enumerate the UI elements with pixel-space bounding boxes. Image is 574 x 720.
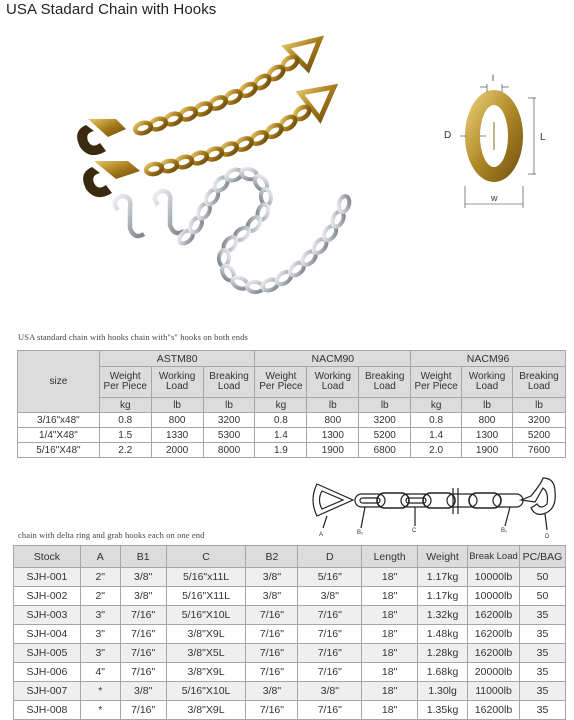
table-cell: 4" [80, 663, 120, 682]
column-header [203, 367, 255, 398]
size-cell: 1/4"X48" [18, 428, 100, 443]
table-cell: 18" [362, 625, 418, 644]
table-row [14, 663, 566, 682]
stock-cell: SJH-008 [14, 701, 81, 720]
diagram-label-b1-left: B₁ [357, 530, 364, 536]
table1-caption: USA standard chain with hooks chain with"s" hooks on both ends [18, 332, 248, 342]
column-header-line1: Working [314, 371, 352, 382]
table-cell: 1.4 [255, 428, 307, 443]
table-cell: 5/16"x11L [166, 568, 246, 587]
column-header: Stock [14, 546, 81, 568]
table-cell: 18" [362, 587, 418, 606]
table-cell: 3200 [359, 413, 411, 428]
table-cell: 1.68kg [418, 663, 468, 682]
table-cell: 5200 [512, 428, 565, 443]
table-cell: 3/8"X9L [166, 625, 246, 644]
diagram-label-b1-right: B₁ [501, 528, 508, 534]
stock-cell: SJH-007 [14, 682, 81, 701]
column-header-line2: Load [475, 381, 499, 392]
table-cell: 0.8 [411, 413, 462, 428]
table-cell: 20000lb [468, 663, 520, 682]
table-cell: 6800 [359, 443, 411, 458]
table-cell: 7/16" [246, 625, 298, 644]
column-header-line1: Breaking [364, 371, 405, 382]
table-cell: 7/16" [246, 663, 298, 682]
column-header-line1: Weight [265, 371, 297, 382]
table-cell: 2" [80, 587, 120, 606]
table-cell: 7/16" [120, 606, 166, 625]
unit-header: lb [151, 398, 203, 413]
table-cell: 3/8" [246, 587, 298, 606]
column-header: A [80, 546, 120, 568]
table2-caption: chain with delta ring and grab hooks each on one end [18, 530, 205, 540]
table-cell: 3" [80, 625, 120, 644]
column-header-line1: Working [468, 371, 506, 382]
table-cell: 3200 [512, 413, 565, 428]
column-header [307, 367, 359, 398]
table-cell: 18" [362, 682, 418, 701]
table-cell: 2000 [151, 443, 203, 458]
length-label: L [540, 132, 546, 143]
table-cell: 1300 [307, 428, 359, 443]
unit-header: lb [203, 398, 255, 413]
table-cell: 35 [519, 606, 565, 625]
column-header-line1: Breaking [519, 371, 559, 382]
table-row [14, 644, 566, 663]
stock-cell: SJH-006 [14, 663, 81, 682]
table-cell: 3/8" [298, 682, 362, 701]
table-cell: 7600 [512, 443, 565, 458]
table-cell: 18" [362, 644, 418, 663]
table-cell: 11000lb [468, 682, 520, 701]
table-cell: 7/16" [120, 625, 166, 644]
table-cell: 18" [362, 701, 418, 720]
table-cell: 1.4 [411, 428, 462, 443]
column-header: D [298, 546, 362, 568]
column-header-line2: Load [165, 381, 189, 392]
column-header-line1: Breaking [209, 371, 249, 382]
table-cell: 18" [362, 606, 418, 625]
table-row [14, 568, 566, 587]
table-cell: 800 [307, 413, 359, 428]
stock-cell: SJH-004 [14, 625, 81, 644]
group-header: NACM96 [411, 351, 566, 367]
stock-cell: SJH-002 [14, 587, 81, 606]
table-cell: 1300 [462, 428, 513, 443]
unit-header: lb [359, 398, 411, 413]
table-cell: 3/8" [246, 682, 298, 701]
table-cell: 3/8"X5L [166, 644, 246, 663]
table-cell: 1900 [307, 443, 359, 458]
chain-assembly-diagram [305, 470, 563, 542]
table-cell: 5/16"X11L [166, 587, 246, 606]
grab-hook-chain-table [13, 545, 566, 720]
table-cell: 3/8"X9L [166, 663, 246, 682]
table-cell: 1.17kg [418, 568, 468, 587]
table-cell: 7/16" [120, 644, 166, 663]
table-cell: 1.48kg [418, 625, 468, 644]
table-cell: 7/16" [120, 701, 166, 720]
column-header [151, 367, 203, 398]
column-header [411, 367, 462, 398]
column-header: B1 [120, 546, 166, 568]
table-cell: 16200lb [468, 701, 520, 720]
column-header-line2: Load [373, 381, 396, 392]
column-header: Weight [418, 546, 468, 568]
table-cell: 50 [519, 568, 565, 587]
table-row [14, 625, 566, 644]
page-title: USA Stadard Chain with Hooks [6, 1, 217, 18]
unit-header: lb [307, 398, 359, 413]
column-header-line2: Per Piece [414, 381, 458, 392]
size-header: size [18, 351, 100, 413]
table-cell: 0.8 [99, 413, 151, 428]
diameter-label: D [444, 130, 452, 141]
column-header: Break Load [468, 546, 520, 568]
column-header [255, 367, 307, 398]
table-row [14, 701, 566, 720]
table-cell: 3/8" [246, 568, 298, 587]
size-cell: 3/16"x48" [18, 413, 100, 428]
oval-link-diagram [444, 70, 564, 212]
column-header-line2: Per Piece [259, 381, 303, 392]
table-cell: 7/16" [298, 701, 362, 720]
column-header-line1: Weight [109, 371, 141, 382]
table-cell: 5/16" [298, 568, 362, 587]
chains-with-hooks-photo [58, 25, 368, 310]
table-row [14, 587, 566, 606]
table-cell: 16200lb [468, 606, 520, 625]
table-cell: 1.28kg [418, 644, 468, 663]
table-cell: 5/16"X10L [166, 682, 246, 701]
column-header: PC/BAG [519, 546, 565, 568]
table-cell: 3/8" [298, 587, 362, 606]
table-cell: 35 [519, 625, 565, 644]
table-cell: 7/16" [246, 644, 298, 663]
unit-header: kg [99, 398, 151, 413]
column-header-line2: Load [217, 381, 241, 392]
table-cell: 3" [80, 644, 120, 663]
column-header-line1: Working [158, 371, 196, 382]
unit-header: kg [411, 398, 462, 413]
table-cell: 1.35kg [418, 701, 468, 720]
table-cell: 800 [462, 413, 513, 428]
diagram-label-a: A [319, 532, 324, 538]
table-cell: * [80, 682, 120, 701]
table-row [18, 443, 566, 458]
column-header-line2: Load [321, 381, 344, 392]
table-cell: 1.9 [255, 443, 307, 458]
table-cell: 7/16" [298, 606, 362, 625]
table-cell: 2.0 [411, 443, 462, 458]
table-cell: 1.32kg [418, 606, 468, 625]
table-cell: 50 [519, 587, 565, 606]
column-header: C [166, 546, 246, 568]
table-cell: 2" [80, 568, 120, 587]
table-cell: 5300 [203, 428, 255, 443]
column-header: Length [362, 546, 418, 568]
unit-header: lb [512, 398, 565, 413]
column-header [462, 367, 513, 398]
table-cell: 3200 [203, 413, 255, 428]
unit-header: kg [255, 398, 307, 413]
table-cell: 7/16" [298, 625, 362, 644]
table-cell: 2.2 [99, 443, 151, 458]
table-cell: 7/16" [246, 606, 298, 625]
table-cell: 18" [362, 663, 418, 682]
table-cell: 7/16" [246, 701, 298, 720]
table-cell: 0.8 [255, 413, 307, 428]
stock-cell: SJH-003 [14, 606, 81, 625]
table-cell: 35 [519, 663, 565, 682]
table-cell: 10000lb [468, 587, 520, 606]
table-cell: 18" [362, 568, 418, 587]
column-header-line2: Load [527, 381, 551, 392]
table-cell: 7/16" [298, 644, 362, 663]
diagram-label-c: C [412, 528, 417, 534]
table-cell: 3" [80, 606, 120, 625]
table-cell: 8000 [203, 443, 255, 458]
table-cell: 800 [151, 413, 203, 428]
table-cell: 1330 [151, 428, 203, 443]
table-row [14, 682, 566, 701]
column-header [99, 367, 151, 398]
table-row [18, 428, 566, 443]
width-label: w [491, 193, 498, 203]
table-cell: 1.5 [99, 428, 151, 443]
table-cell: 7/16" [120, 663, 166, 682]
group-header: ASTM80 [99, 351, 255, 367]
table-cell: 1900 [462, 443, 513, 458]
table-cell: 3/8" [120, 682, 166, 701]
column-header-line2: Per Piece [103, 381, 147, 392]
table-row [14, 606, 566, 625]
stock-cell: SJH-005 [14, 644, 81, 663]
stock-cell: SJH-001 [14, 568, 81, 587]
column-header-line1: Weight [420, 371, 452, 382]
table-cell: 3/8" [120, 587, 166, 606]
diagram-label-d: D [545, 534, 550, 540]
column-header [359, 367, 411, 398]
table-cell: 35 [519, 644, 565, 663]
table-row [18, 413, 566, 428]
column-header [512, 367, 565, 398]
size-cell: 5/16"X48" [18, 443, 100, 458]
s-hook-chain-table [17, 350, 566, 458]
unit-header: lb [462, 398, 513, 413]
table-cell: 7/16" [298, 663, 362, 682]
table-cell: 16200lb [468, 644, 520, 663]
group-header: NACM90 [255, 351, 411, 367]
inner-width-label: l [492, 73, 494, 83]
table-cell: 16200lb [468, 625, 520, 644]
table-cell: 5200 [359, 428, 411, 443]
table-cell: 1.30lg [418, 682, 468, 701]
table-cell: 1.17kg [418, 587, 468, 606]
table-cell: 3/8" [120, 568, 166, 587]
table-cell: 5/16"X10L [166, 606, 246, 625]
table-cell: 35 [519, 701, 565, 720]
table-cell: 10000lb [468, 568, 520, 587]
table-cell: 35 [519, 682, 565, 701]
table-cell: * [80, 701, 120, 720]
column-header: B2 [246, 546, 298, 568]
table-cell: 3/8"X9L [166, 701, 246, 720]
